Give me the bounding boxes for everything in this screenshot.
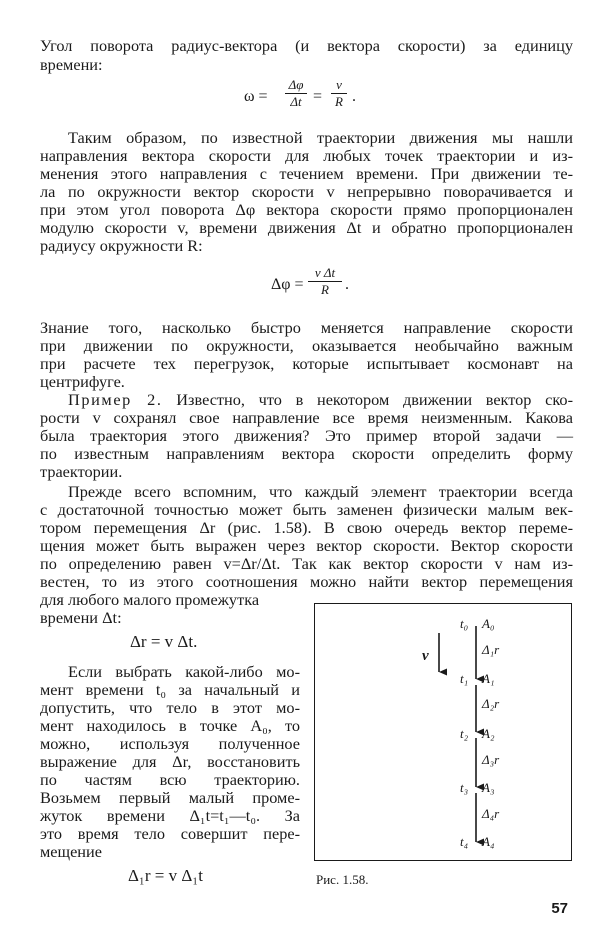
page-number: 57 — [551, 900, 568, 917]
text-line: при расчете тех перегрузок, которые испытывает космонавт на — [40, 354, 573, 373]
segment-label: Δ₂r — [482, 696, 500, 711]
formula-delta1-r: Δ₁r = v Δ₁t — [128, 866, 203, 885]
text-line: для любого малого промежутка — [40, 590, 260, 609]
text-line: Таким образом, по известной траектории движения мы нашли — [68, 128, 573, 147]
text-line: тором перемещения Δr (рис. 1.58). В свою очередь вектор переме- — [40, 518, 573, 537]
segment-label: Δ₁r — [482, 642, 500, 657]
text-line: ла по окружности вектор скорости v непрерывно поворачивается и — [40, 182, 573, 201]
text-line: Угол поворота радиус-вектора (и вектора скорости) за единицу — [40, 36, 573, 55]
text-line: времени Δt: — [40, 608, 122, 627]
text-line: можно, используя полученное — [40, 734, 300, 753]
text-line: модулю скорости v, времени движения Δt и обратно пропорционален — [40, 218, 573, 237]
text-line: траектории. — [40, 462, 123, 481]
time-label: t₄ — [460, 834, 469, 849]
text-line: мент находилось в точке A₀, то — [40, 716, 300, 735]
fraction: v R — [331, 78, 347, 109]
text-line: при этом угол поворота Δφ вектора скорости прямо пропорционален — [40, 200, 573, 219]
segment-label: Δ₄r — [482, 806, 500, 821]
text-line: менения этого направления с течением времени. При движении те- — [40, 164, 573, 183]
time-label: t₁ — [460, 671, 469, 686]
text-line: времени: — [40, 55, 103, 74]
text-line: Знание того, насколько быстро меняется направление скорости — [40, 318, 573, 337]
segment-label: Δ₃r — [482, 752, 500, 767]
text-line: допустить, что тело в этот мо- — [40, 698, 300, 717]
text-line: мент времени t₀ за начальный и — [40, 680, 300, 699]
fraction: v Δt R — [308, 266, 342, 297]
point-label: A₂ — [482, 726, 495, 741]
figure-caption: Рис. 1.58. — [316, 872, 369, 887]
figure-drawing — [315, 604, 573, 862]
text-line: это время тело совершит пере- — [40, 824, 300, 843]
text-line: была траектория этого движения? Это пример второй задачи — — [40, 426, 573, 445]
text-line: рости v сохранял свое направление все время неизменным. Какова — [40, 408, 573, 427]
point-label: A₁ — [482, 671, 495, 686]
text-line: Возьмем первый малый проме- — [40, 788, 300, 807]
point-label: A₄ — [482, 834, 495, 849]
text-line: направления вектора скорости для любых точек траектории и из- — [40, 146, 573, 165]
text-line: радиусу окружности R: — [40, 236, 203, 255]
text-line: вестен, то из этого соотношения можно найти вектор перемещения — [40, 572, 573, 591]
time-label: t₂ — [460, 726, 469, 741]
text-line: мещение — [40, 842, 102, 861]
text-line: при движении по окружности, оказывается необычайно важным — [40, 336, 573, 355]
text-line: Если выбрать какой-либо мо- — [68, 662, 300, 681]
text-line: центрифуге. — [40, 372, 125, 391]
point-label: A₀ — [482, 616, 495, 631]
time-label: t₃ — [460, 780, 469, 795]
formula-delta-r: Δr = v Δt. — [130, 632, 198, 651]
example-label: Пример 2. — [68, 390, 163, 409]
text-line: жуток времени Δ₁t=t₁—t₀. За — [40, 806, 300, 825]
text-line: по известным направлениям вектора скорости определить форму — [40, 444, 573, 463]
time-label: t₀ — [460, 616, 469, 631]
text-line: по частям всю траекторию. — [40, 770, 300, 789]
text-line: выражение для Δr, восстановить — [40, 752, 300, 771]
point-label: A₃ — [482, 780, 495, 795]
text-line: Пример 2. Известно, что в некотором движении вектор ско- — [68, 390, 573, 409]
text-line: по определению равен v=Δr/Δt. Так как вектор скорости v нам из- — [40, 554, 573, 573]
text-line: с достаточной точностью может быть заменен физически малым век- — [40, 500, 573, 519]
fraction: Δφ Δt — [285, 78, 307, 109]
text-line: Прежде всего вспомним, что каждый элемент траектории всегда — [68, 482, 573, 501]
figure-1-58 — [314, 603, 572, 861]
velocity-label: v — [422, 648, 429, 664]
text-line: щения может быть выражен через вектор скорости. Вектор скорости — [40, 536, 573, 555]
